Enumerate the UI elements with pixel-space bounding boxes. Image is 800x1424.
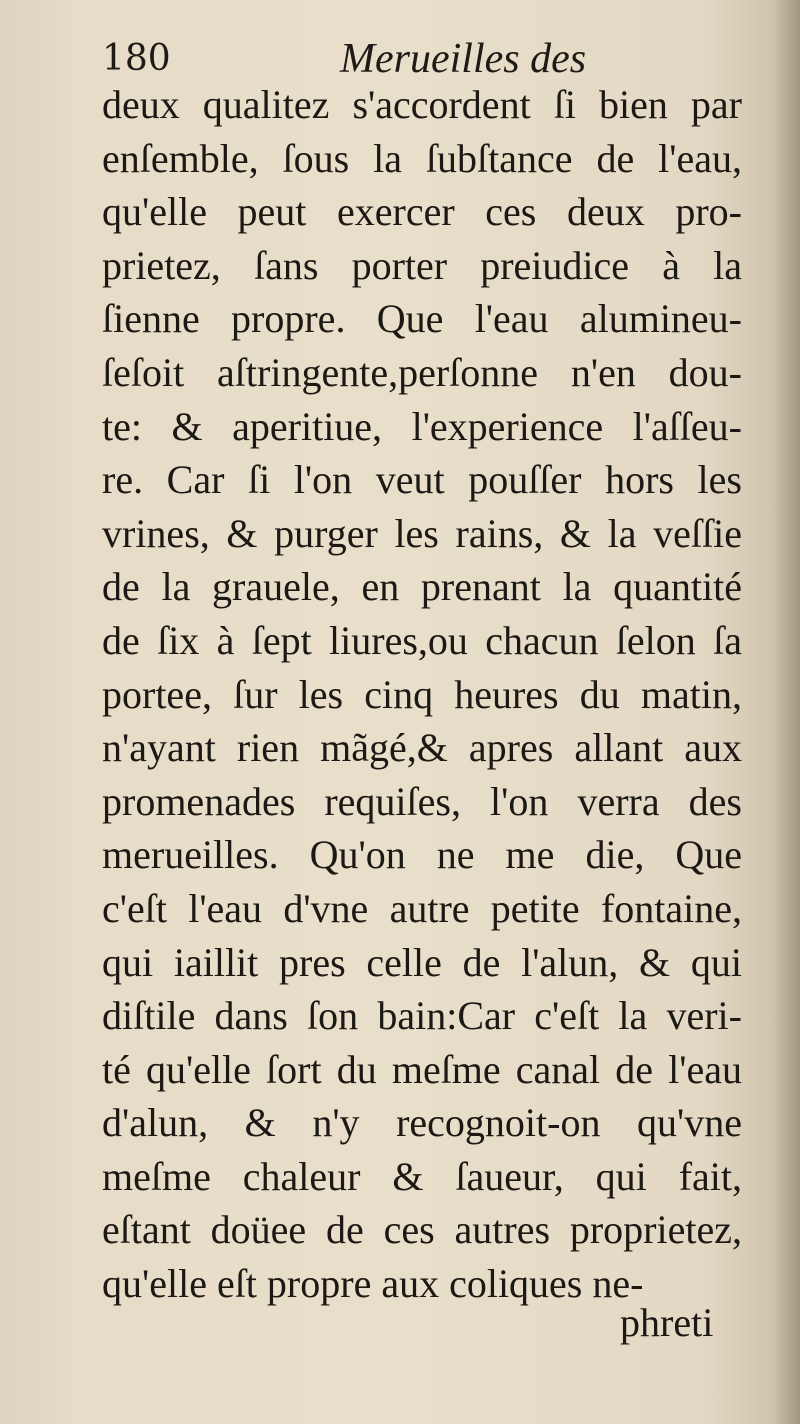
text-line: portee, ſur les cinq heures du matin, bbox=[102, 671, 742, 717]
text-line: meſme chaleur & ſaueur, qui fait, bbox=[102, 1153, 742, 1199]
text-line: c'eſt l'eau d'vne autre petite fontaine, bbox=[102, 885, 742, 931]
text-line: qu'elle peut exercer ces deux pro- bbox=[102, 189, 742, 235]
catchword: phreti bbox=[620, 1300, 714, 1345]
text-line: qui iaillit pres celle de l'alun, & qui bbox=[102, 939, 742, 985]
text-line: diſtile dans ſon bain:Car c'eſt la veri- bbox=[102, 993, 742, 1039]
text-line: re. Car ſi l'on veut pouſſer hors les bbox=[102, 457, 742, 503]
text-line: enſemble, ſous la ſubſtance de l'eau, bbox=[102, 135, 742, 181]
running-head: Merueilles des bbox=[340, 36, 587, 82]
text-line: prietez, ſans porter preiudice à la bbox=[102, 242, 742, 288]
text-line: promenades requiſes, l'on verra des bbox=[102, 778, 742, 824]
text-line: d'alun, & n'y recognoit-on qu'vne bbox=[102, 1100, 742, 1146]
text-line: vrines, & purger les rains, & la veſſie bbox=[102, 510, 742, 556]
body-text bbox=[102, 78, 742, 1311]
text-line: eſtant doüee de ces autres proprietez, bbox=[102, 1207, 742, 1253]
text-line: n'ayant rien mãgé,& apres allant aux bbox=[102, 725, 742, 771]
text-line: ſeſoit aſtringente,perſonne n'en dou- bbox=[102, 349, 742, 395]
text-line: ſienne propre. Que l'eau alumineu- bbox=[102, 296, 742, 342]
page-number: 180 bbox=[102, 38, 171, 79]
text-line: de ſix à ſept liures,ou chacun ſelon ſa bbox=[102, 617, 742, 663]
text-line: qu'elle eſt propre aux coliques ne- bbox=[102, 1261, 644, 1307]
text-line: te: & aperitiue, l'experience l'aſſeu- bbox=[102, 403, 742, 449]
text-line: deux qualitez s'accordent ſi bien par bbox=[102, 82, 742, 127]
text-line: de la grauele, en prenant la quantité bbox=[102, 564, 742, 610]
text-line: merueilles. Qu'on ne me die, Que bbox=[102, 832, 742, 878]
text-line: té qu'elle ſort du meſme canal de l'eau bbox=[102, 1046, 742, 1092]
